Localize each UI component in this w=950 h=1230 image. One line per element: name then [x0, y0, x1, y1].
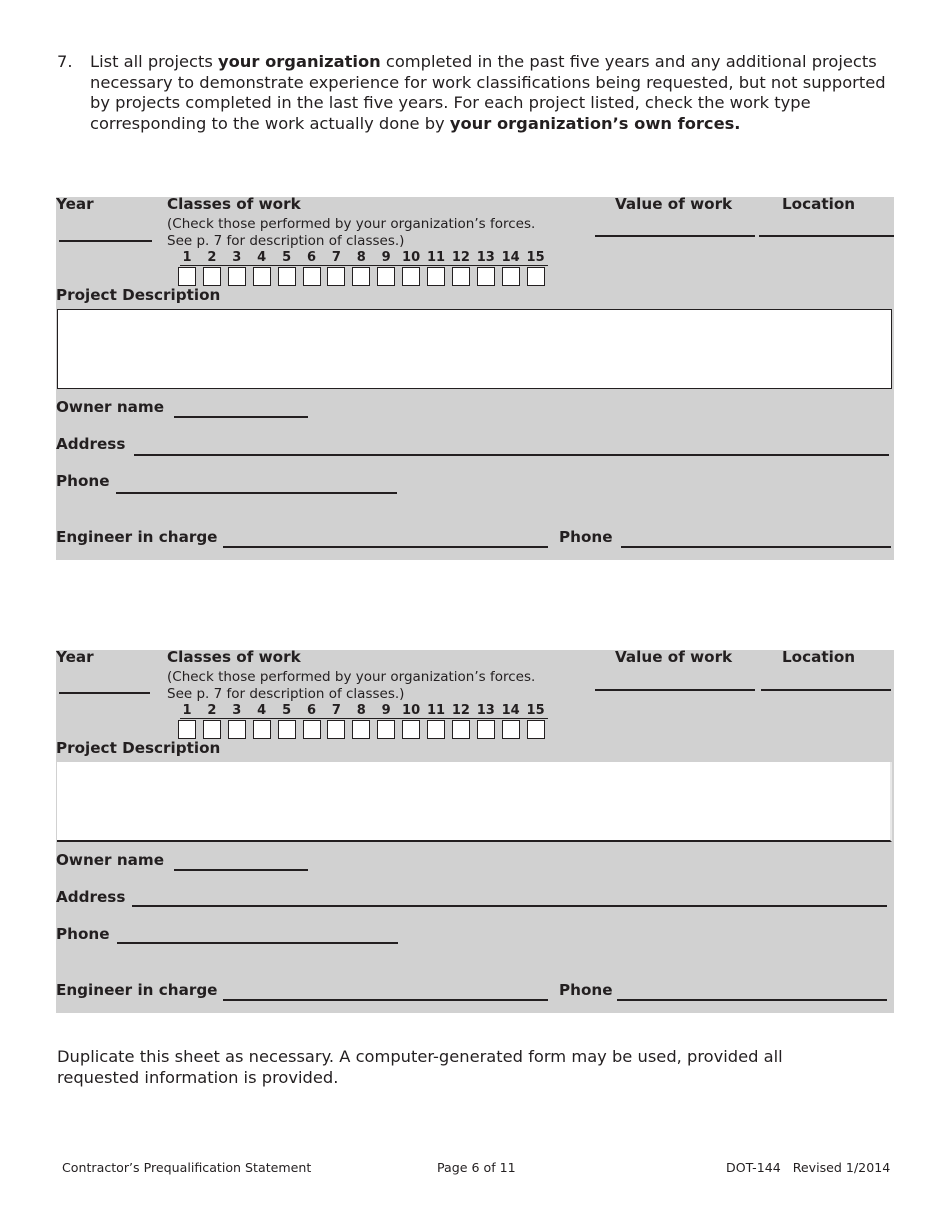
class-4-checkbox[interactable]: [253, 720, 271, 739]
class-number-7: 7: [331, 703, 341, 718]
class-number-2: 2: [207, 703, 217, 718]
classes-of-work-label: Classes of work: [167, 195, 301, 213]
class-number-13: 13: [476, 250, 495, 265]
class-9-checkbox[interactable]: [377, 267, 395, 286]
engineer-field[interactable]: [223, 999, 548, 1001]
classes-note: (Check those performed by your organization’s forces. See p. 7 for description of classes.): [167, 216, 536, 249]
class-13-checkbox[interactable]: [477, 720, 495, 739]
project-block-1: [56, 197, 894, 560]
class-number-5: 5: [282, 250, 292, 265]
class-6-checkbox[interactable]: [303, 720, 321, 739]
class-numbers-underline: [180, 718, 548, 719]
class-number-8: 8: [356, 250, 366, 265]
class-number-2: 2: [207, 250, 217, 265]
class-number-4: 4: [257, 703, 267, 718]
value-of-work-label: Value of work: [615, 195, 733, 213]
owner-name-label: Owner name: [56, 851, 165, 869]
class-5-checkbox[interactable]: [278, 267, 296, 286]
owner-name-label: Owner name: [56, 398, 165, 416]
phone-label: Phone: [56, 925, 110, 943]
address-field[interactable]: [132, 905, 887, 907]
engineer-phone-field[interactable]: [621, 546, 891, 548]
phone-field[interactable]: [117, 942, 398, 944]
class-number-1: 1: [182, 703, 192, 718]
project-description-label: Project Description: [56, 286, 221, 304]
class-10-checkbox[interactable]: [402, 267, 420, 286]
class-11-checkbox[interactable]: [427, 267, 445, 286]
year-field[interactable]: [59, 692, 150, 694]
class-12-checkbox[interactable]: [452, 720, 470, 739]
class-4-checkbox[interactable]: [253, 267, 271, 286]
class-2-checkbox[interactable]: [203, 720, 221, 739]
class-number-5: 5: [282, 703, 292, 718]
class-number-12: 12: [451, 250, 470, 265]
class-number-10: 10: [402, 250, 421, 265]
question-text: List all projects your organization completed in the past five years and any additional projects necessary to demonstrate experience for work classifications being requested, but not supported by projects completed in the last five years. For each project listed, check the work type corresponding to the work actually done by your organization’s own forces.: [90, 52, 886, 133]
year-field[interactable]: [59, 240, 152, 242]
class-number-6: 6: [306, 703, 317, 718]
address-label: Address: [56, 888, 126, 906]
class-15-checkbox[interactable]: [527, 720, 545, 739]
footer-page-number: Page 6 of 11: [437, 1160, 516, 1175]
footer-form-id: DOT-144 Revised 1/2014: [726, 1160, 891, 1175]
owner-name-field[interactable]: [174, 416, 308, 418]
location-label: Location: [782, 195, 856, 213]
class-5-checkbox[interactable]: [278, 720, 296, 739]
classes-checkboxes: [176, 703, 549, 743]
location-label: Location: [782, 648, 856, 666]
class-number-8: 8: [356, 703, 366, 718]
class-number-1: 1: [182, 250, 192, 265]
class-number-6: 6: [306, 250, 317, 265]
class-12-checkbox[interactable]: [452, 267, 470, 286]
class-3-checkbox[interactable]: [228, 267, 246, 286]
value-of-work-label: Value of work: [615, 648, 733, 666]
address-field[interactable]: [134, 454, 889, 456]
duplicate-note: Duplicate this sheet as necessary. A computer-generated form may be used, provided all requested information is provided.: [57, 1047, 783, 1087]
project-block-2: [56, 650, 894, 1013]
class-number-12: 12: [451, 703, 470, 718]
class-3-checkbox[interactable]: [228, 720, 246, 739]
engineer-label: Engineer in charge: [56, 981, 218, 999]
class-10-checkbox[interactable]: [402, 720, 420, 739]
class-6-checkbox[interactable]: [303, 267, 321, 286]
class-8-checkbox[interactable]: [352, 720, 370, 739]
owner-name-field[interactable]: [174, 869, 308, 871]
class-14-checkbox[interactable]: [502, 267, 520, 286]
class-number-4: 4: [257, 250, 267, 265]
engineer-phone-label: Phone: [559, 528, 613, 546]
class-9-checkbox[interactable]: [377, 720, 395, 739]
year-label: Year: [56, 648, 94, 666]
class-1-checkbox[interactable]: [178, 267, 196, 286]
value-of-work-field[interactable]: [595, 235, 755, 237]
value-of-work-field[interactable]: [595, 689, 755, 691]
phone-label: Phone: [56, 472, 110, 490]
classes-of-work-label: Classes of work: [167, 648, 301, 666]
class-number-15: 15: [526, 703, 545, 718]
class-8-checkbox[interactable]: [352, 267, 370, 286]
class-number-10: 10: [402, 703, 421, 718]
class-number-3: 3: [232, 703, 242, 718]
class-7-checkbox[interactable]: [327, 267, 345, 286]
class-number-15: 15: [526, 250, 545, 265]
class-2-checkbox[interactable]: [203, 267, 221, 286]
address-label: Address: [56, 435, 126, 453]
phone-field[interactable]: [116, 492, 397, 494]
classes-checkboxes: [176, 250, 549, 290]
question-number: 7.: [57, 52, 73, 71]
question-7: [57, 52, 897, 134]
location-field[interactable]: [759, 235, 894, 237]
class-number-14: 14: [501, 250, 520, 265]
class-number-7: 7: [331, 250, 341, 265]
class-number-3: 3: [232, 250, 242, 265]
class-number-9: 9: [381, 703, 391, 718]
class-13-checkbox[interactable]: [477, 267, 495, 286]
class-14-checkbox[interactable]: [502, 720, 520, 739]
class-number-13: 13: [476, 703, 495, 718]
class-number-9: 9: [381, 250, 391, 265]
engineer-phone-field[interactable]: [617, 999, 887, 1001]
class-numbers-underline: [180, 265, 548, 266]
project-description-field[interactable]: [57, 309, 892, 389]
class-1-checkbox[interactable]: [178, 720, 196, 739]
engineer-field[interactable]: [223, 546, 548, 548]
class-number-11: 11: [426, 703, 446, 718]
class-7-checkbox[interactable]: [327, 720, 345, 739]
project-description-label: Project Description: [56, 739, 221, 757]
year-label: Year: [56, 195, 94, 213]
class-11-checkbox[interactable]: [427, 720, 445, 739]
project-description-field[interactable]: [57, 762, 892, 842]
class-15-checkbox[interactable]: [527, 267, 545, 286]
footer-title: Contractor’s Prequalification Statement: [62, 1160, 312, 1175]
class-number-11: 11: [426, 250, 446, 265]
classes-note: (Check those performed by your organization’s forces. See p. 7 for description of classes.): [167, 669, 536, 702]
class-number-14: 14: [501, 703, 520, 718]
engineer-phone-label: Phone: [559, 981, 613, 999]
location-field[interactable]: [761, 689, 891, 691]
engineer-label: Engineer in charge: [56, 528, 218, 546]
